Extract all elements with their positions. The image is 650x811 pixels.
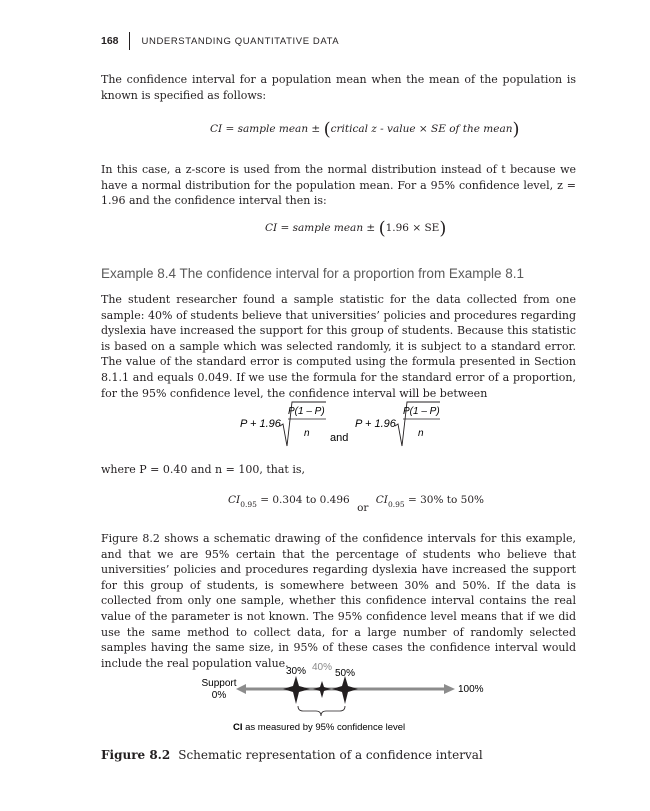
ci-sub-left: 0.95: [240, 500, 257, 509]
running-title: UNDERSTANDING QUANTITATIVE DATA: [141, 35, 340, 47]
page-number: 168: [101, 35, 119, 47]
example-paragraph: The student researcher found a sample statistic for the data collected from one sample: 40% of students believe that universities’ policies and procedures regarding dyslexia have increased the support for this group of students. Because this statistic is based on a sample which was selected randomly, it is subject to a standard error. The value of the standard error is computed using the formula presented in Section 8.1.1 and equals 0.049. If we use the formula for the standard error of a proportion, for the 95% confidence level, the confidence interval will be between: [101, 293, 576, 400]
left-numerator: P(1 – P): [288, 406, 325, 417]
open-paren: (: [378, 218, 386, 239]
axis-left-arrowhead: [236, 684, 246, 694]
right-value: = 30% to 50%: [407, 494, 485, 506]
upper-bound-marker: [332, 676, 358, 704]
close-paren: ): [512, 119, 520, 140]
example-title: Example 8.4 The confidence interval for a proportion from Example 8.1: [101, 266, 524, 281]
formula-2-bracket: 1.96 × SE: [385, 222, 440, 234]
axis-right-arrowhead: [444, 684, 455, 694]
intro-paragraph: The confidence interval for a population mean when the mean of the population is known is specified as follows:: [101, 73, 576, 102]
left-value: = 0.304 to 0.496: [260, 494, 350, 506]
figure-caption-label: Figure 8.2: [101, 748, 171, 762]
or-connector: or: [357, 502, 369, 514]
close-paren: ): [439, 218, 447, 239]
figure-caption-text: Schematic representation of a confidence interval: [178, 748, 483, 762]
figure-caption: [101, 748, 483, 762]
ci-brace: [298, 706, 345, 716]
upper-bound-label: 50%: [334, 668, 356, 679]
lower-bound-marker: [283, 676, 310, 704]
zero-percent-label: 0%: [211, 690, 227, 701]
support-label: Support: [201, 678, 237, 689]
running-header: [101, 32, 339, 50]
ci-schematic-diagram: [0, 656, 650, 736]
formula-ci-result: [228, 494, 485, 514]
brace-caption-ci: CI: [233, 722, 243, 733]
formula-1-bracket: critical z - value × SE of the mean: [330, 123, 513, 135]
formula-proportion-bounds: [0, 396, 650, 456]
formula-2-lhs: CI = sample mean ±: [265, 222, 376, 234]
brace-caption-rest: as measured by 95% confidence level: [242, 722, 406, 733]
ci-label-right: CI: [375, 494, 388, 506]
formula-ci-known-mean: [210, 119, 520, 140]
point-estimate-label: 40%: [311, 662, 333, 673]
point-estimate-marker: [313, 681, 331, 698]
formula-ci-196: [265, 218, 446, 239]
and-connector: and: [330, 432, 349, 444]
where-line: where P = 0.40 and n = 100, that is,: [101, 463, 305, 476]
lower-bound-label: 30%: [285, 666, 307, 677]
right-denominator: n: [418, 428, 424, 439]
brace-caption: [233, 722, 405, 733]
hundred-percent-label: 100%: [458, 684, 484, 695]
right-prefix: P + 1.96: [355, 418, 396, 430]
ci-label-left: CI: [228, 494, 241, 506]
paragraph-z-score: In this case, a z-score is used from the normal distribution instead of t because we have a normal distribution for the population mean. For a 95% confidence level, z = 1.96 and the confidence interval then is:: [101, 163, 576, 208]
ci-sub-right: 0.95: [387, 500, 405, 509]
formula-1-lhs: CI = sample mean ±: [210, 123, 321, 135]
left-denominator: n: [304, 428, 310, 439]
header-divider: [129, 32, 130, 50]
left-prefix: P + 1.96: [240, 418, 281, 430]
right-numerator: P(1 – P): [403, 406, 440, 417]
figure-paragraph: Figure 8.2 shows a schematic drawing of the confidence intervals for this example, and that we are 95% certain that the percentage of students who believe that universities’ policies and procedures regarding dyslexia have increased the support for this group of students, is somewhere between 30% and 50%. If the data is collected from only one sample, whether this confidence interval contains the real value of the parameter is not known. The 95% confidence level means that if we did use the same method to collect data, for a large number of randomly selected samples having the same size, in 95% of these cases the confidence interval would include the real population value.: [101, 532, 576, 670]
open-paren: (: [323, 119, 331, 140]
